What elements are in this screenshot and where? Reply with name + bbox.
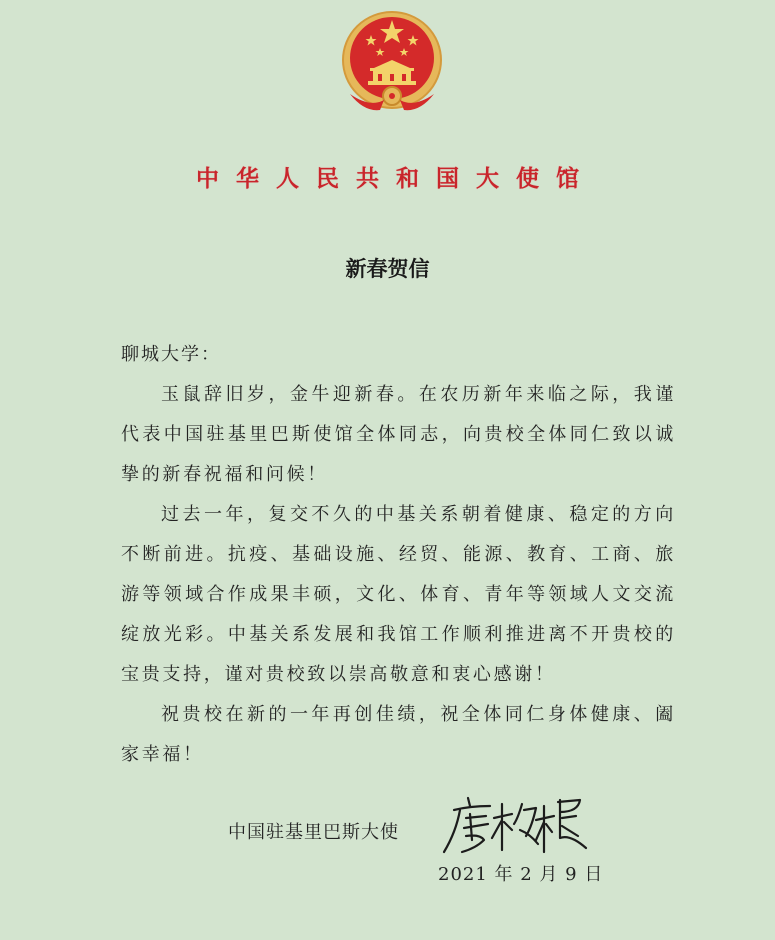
letter-body (121, 375, 676, 775)
paragraph-3: 祝贵校在新的一年再创佳绩，祝全体同仁身体健康、阖家幸福！ (121, 704, 676, 765)
handwritten-signature (440, 790, 590, 860)
signer-title: 中国驻基里巴斯大使 (228, 822, 399, 843)
embassy-name-heading: 中华人民共和国大使馆 (196, 165, 596, 192)
paragraph-2: 过去一年，复交不久的中基关系朝着健康、稳定的方向不断前进。抗疫、基础设施、经贸、能源、教育、工商、旅游等领域合作成果丰硕，文化、体育、青年等领域人文交流绽放光彩。中基关系发展和我馆工作顺利推进离不开贵校的宝贵支持，谨对贵校致以崇高敬意和衷心感谢！ (121, 504, 676, 685)
letter-salutation: 聊城大学： (121, 344, 221, 365)
letter-title: 新春贺信 (345, 257, 430, 281)
letter-date: 2021 年 2 月 9 日 (438, 864, 604, 885)
paragraph-1: 玉鼠辞旧岁，金牛迎新春。在农历新年来临之际，我谨代表中国驻基里巴斯使馆全体同志，向贵校全体同仁致以诚挚的新春祝福和问候！ (121, 384, 676, 485)
national-emblem-icon (340, 8, 444, 114)
